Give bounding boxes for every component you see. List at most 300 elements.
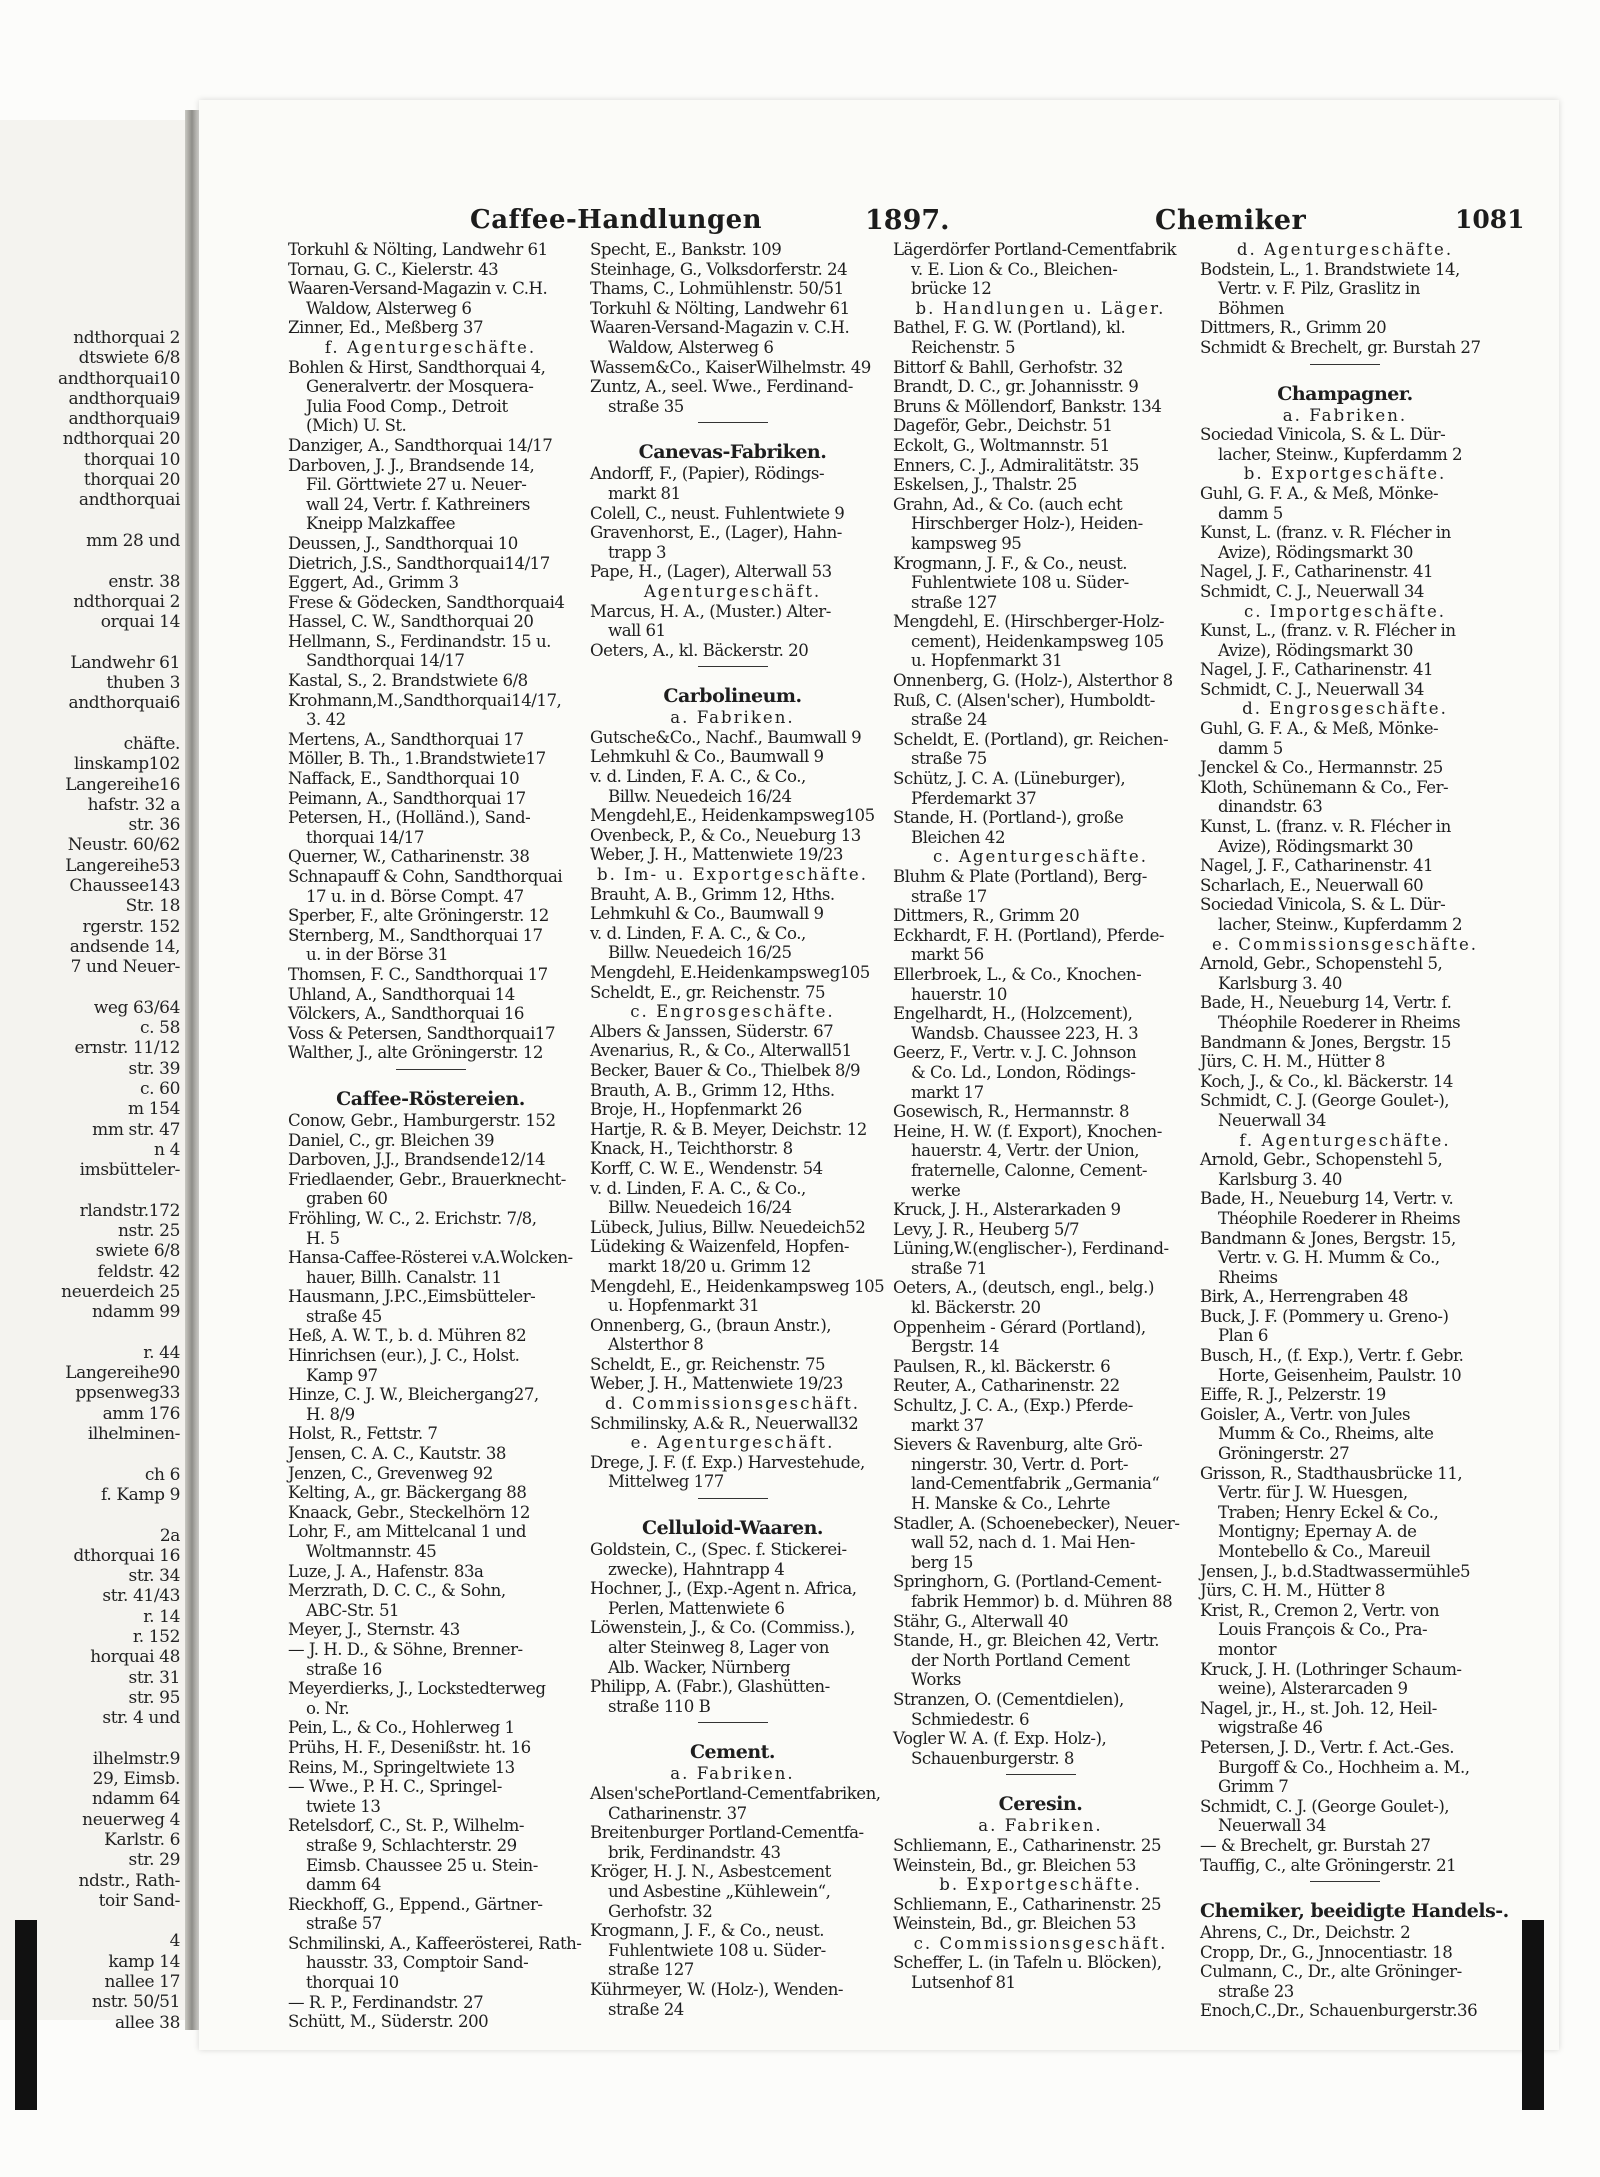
directory-entry: Tauffig, C., alte Gröningerstr. 21 [1200,1855,1457,1875]
left-fragment-line: Langereihe53 [65,855,180,876]
directory-entry: Engelhardt, H., (Holzcement), [893,1004,1133,1024]
section-divider [590,666,875,678]
left-fragment-line: m 154 [128,1099,180,1120]
subsection-heading: c. Importgeschäfte. [1243,601,1447,621]
directory-entry: Torkuhl & Nölting, Landwehr 61 [590,298,850,318]
left-fragment-line [0,1180,180,1200]
directory-entry: Steinhage, G., Volksdorferstr. 24 [590,259,848,279]
directory-entry: Grisson, R., Stadthausbrücke 11, [1200,1463,1463,1483]
left-fragment-line: amm 176 [102,1403,180,1424]
directory-entry: Onnenberg, G., (braun Anstr.), [590,1315,832,1335]
left-fragment-line: ilhelminen- [87,1424,180,1445]
directory-entry: Lägerdörfer Portland-Cementfabrik [893,240,1177,259]
directory-entry: markt 81 [608,483,681,503]
directory-entry: Heine, H. W. (f. Export), Knochen- [893,1121,1162,1141]
directory-entry: Broje, H., Hopfenmarkt 26 [590,1100,802,1120]
left-fragment-line: 2a [159,1525,180,1546]
directory-entry: Bluhm & Plate (Portland), Berg- [893,867,1147,886]
directory-entry: Théophile Roederer in Rheims [1218,1012,1461,1032]
directory-entry: Generalvertr. der Mosquera- [306,377,534,397]
directory-entry: straße 17 [911,886,987,906]
directory-entry: Bleichen 42 [911,827,1006,847]
directory-entry: Eskelsen, J., Thalstr. 25 [893,475,1077,495]
subsection-heading: e. Commissionsgeschäfte. [1211,934,1479,954]
directory-entry: Stande, H. (Portland-), große [893,808,1124,828]
directory-entry: graben 60 [306,1189,388,1209]
left-fragment-line: orquai 14 [100,612,180,633]
subsection-heading: b. Exportgeschäfte. [939,1875,1142,1895]
directory-entry: Scheffer, L. (in Tafeln u. Blöcken), [893,1953,1162,1973]
directory-entry: montor [1218,1639,1277,1659]
directory-entry: Uhland, A., Sandthorquai 14 [288,984,515,1004]
directory-entry: lacher, Steinw., Kupferdamm 2 [1218,444,1463,464]
directory-entry: Knaack, Gebr., Steckelhörn 12 [288,1502,530,1522]
directory-entry: Ovenbeck, P., & Co., Neueburg 13 [590,825,861,845]
directory-entry: Löwenstein, J., & Co. (Commiss.), [590,1618,855,1638]
directory-entry: Drege, J. F. (f. Exp.) Harvestehude, [590,1452,865,1472]
directory-entry: Schmidt, C. J., Neuerwall 34 [1200,581,1424,601]
directory-entry: Catharinenstr. 37 [608,1803,747,1823]
directory-entry: Mittelweg 177 [608,1472,724,1492]
directory-entry: straße 57 [306,1914,382,1934]
directory-entry: Bruns & Möllendorf, Bankstr. 134 [893,396,1162,416]
directory-entry: Lohr, F., am Mittelcanal 1 und [288,1522,526,1542]
directory-entry: Dittmers, R., Grimm 20 [1200,318,1387,338]
directory-entry: Weinstein, Bd., gr. Bleichen 53 [893,1914,1136,1934]
directory-entry: 17 u. in d. Börse Compt. 47 [306,886,524,906]
directory-entry: Albers & Janssen, Süderstr. 67 [590,1021,834,1041]
directory-entry: v. d. Linden, F. A. C., & Co., [590,767,806,787]
directory-entry: Weber, J. H., Mattenwiete 19/23 [590,845,843,865]
subsection-heading: a. Fabriken. [1282,405,1408,425]
directory-entry: Schmidt, C. J. (George Goulet-), [1200,1091,1450,1111]
directory-entry: straße 9, Schlachterstr. 29 [306,1835,517,1855]
directory-entry: Mumm & Co., Rheims, alte [1218,1424,1434,1444]
left-fragment-line: ndamm 99 [91,1302,180,1323]
directory-entry: Thams, C., Lohmühlenstr. 50/51 [590,279,844,299]
directory-entry: Bade, H., Neueburg 14, Vertr. v. [1200,1189,1454,1209]
left-fragment-line: thorquai 20 [83,470,180,491]
left-fragment-line: neuerdeich 25 [61,1281,180,1302]
directory-entry: Hartje, R. & B. Meyer, Deichstr. 12 [590,1119,867,1139]
section-heading: Chemiker, beeidigte Handels-. [1200,1900,1509,1923]
directory-entry: Théophile Roederer in Rheims [1218,1208,1461,1228]
directory-entry: Colell, C., neust. Fuhlentwiete 9 [590,503,845,523]
directory-entry: Bergstr. 14 [911,1337,1000,1357]
directory-entry: Luze, J. A., Hafenstr. 83a [288,1561,484,1581]
directory-entry: Nagel, J. F., Catharinenstr. 41 [1200,856,1434,876]
directory-entry: straße 127 [608,1960,694,1980]
left-fragment-line: thuben 3 [106,673,180,694]
directory-entry: Schmilinsky, A.& R., Neuerwall32 [590,1413,859,1433]
directory-entry: Buck, J. F. (Pommery u. Greno-) [1200,1306,1449,1326]
left-fragment-line: 4 [169,1931,180,1952]
directory-entry: v. d. Linden, F. A. C., & Co., [590,923,806,943]
directory-entry: Goisler, A., Vertr. von Jules [1200,1404,1411,1424]
directory-entry: Enners, C. J., Admiralitätstr. 35 [893,455,1139,475]
directory-entry: hauerstr. 4, Vertr. der Union, [911,1141,1140,1161]
subsection-heading: f. Agenturgeschäfte. [324,337,537,357]
directory-entry: Knack, H., Teichthorstr. 8 [590,1139,793,1159]
directory-entry: Neuerwall 34 [1218,1110,1326,1130]
directory-entry: Voss & Petersen, Sandthorquai17 [288,1023,556,1043]
left-fragment-line: ndthorquai 2 [73,328,180,348]
left-fragment-line: c. 60 [140,1078,180,1099]
directory-entry: Krogmann, J. F., & Co., neust. [893,553,1128,573]
directory-entry: Kunst, L. (franz. v. R. Flécher in [1200,523,1451,543]
left-fragment-line: rgerstr. 152 [82,916,180,937]
left-fragment-line: str. 31 [128,1667,180,1688]
left-fragment-line: chäfte. [123,733,180,754]
directory-entry: Hassel, C. W., Sandthorquai 20 [288,612,534,632]
directory-entry: & Co. Ld., London, Rödings- [911,1062,1136,1082]
directory-entry: fraternelle, Calonne, Cement- [911,1160,1148,1180]
directory-entry: Vogler W. A. (f. Exp. Holz-), [893,1729,1107,1749]
directory-entry: Oeters, A., kl. Bäckerstr. 20 [590,640,809,660]
left-fragment-line: thorquai 10 [83,449,180,470]
left-fragment-line [0,714,180,734]
directory-entry: Kruck, J. H. (Lothringer Schaum- [1200,1659,1462,1679]
directory-entry: Wassem&Co., KaiserWilhelmstr. 49 [590,357,871,377]
left-fragment-line: ndthorquai 2 [73,591,180,612]
subsection-heading: a. Fabriken. [978,1816,1103,1836]
left-fragment-line: toir Sand- [98,1890,180,1911]
left-fragment-line: n 4 [154,1139,180,1160]
directory-entry: Merzrath, D. C. C., & Sohn, [288,1581,506,1601]
directory-entry: Bade, H., Neueburg 14, Vertr. f. [1200,993,1452,1013]
left-fragment-line: Str. 18 [125,896,180,917]
directory-entry: Kunst, L. (franz. v. R. Flécher in [1200,817,1451,837]
directory-entry: thorquai 10 [306,1973,399,1993]
directory-entry: Avize), Rödingsmarkt 30 [1218,542,1413,562]
left-fragment-line: ppsenweg33 [75,1383,180,1404]
directory-entry: Frese & Gödecken, Sandthorquai4 [288,592,565,612]
directory-entry: Marcus, H. A., (Muster.) Alter- [590,601,831,621]
subsection-heading: a. Fabriken. [670,708,795,728]
directory-entry: straße 45 [306,1306,382,1326]
left-fragment-line: nstr. 25 [117,1221,180,1242]
left-fragment-line: c. 58 [140,1018,180,1039]
directory-entry: Schliemann, E., Catharinenstr. 25 [893,1894,1161,1914]
directory-entry: Tornau, G. C., Kielerstr. 43 [288,259,499,279]
directory-entry: Paulsen, R., kl. Bäckerstr. 6 [893,1356,1111,1376]
section-divider [590,1722,875,1734]
left-page-fragments [0,328,180,2033]
subsection-heading: a. Fabriken. [670,1764,795,1784]
left-fragment-line: str. 4 und [102,1708,180,1729]
directory-entry: Petersen, J. D., Vertr. f. Act.-Ges. [1200,1737,1455,1757]
directory-entry: Cropp, Dr., G., Jnnocentiastr. 18 [1200,1942,1453,1962]
directory-entry: straße 16 [306,1659,382,1679]
left-fragment-line [0,551,180,571]
directory-entry: Scharlach, E., Neuerwall 60 [1200,875,1424,895]
header-year: 1897. [865,205,950,236]
left-fragment-line: ilhelmstr.9 [92,1748,180,1769]
directory-entry: Hirschberger Holz-), Heiden- [911,514,1143,534]
directory-entry: twiete 13 [306,1796,381,1816]
directory-entry: Bittorf & Bahll, Gerhofstr. 32 [893,357,1123,377]
header-section-right: Chemiker [1155,205,1307,236]
directory-entry: wall 61 [608,621,666,641]
directory-entry: hauer, Billh. Canalstr. 11 [306,1267,502,1287]
directory-entry: Schütt, M., Süderstr. 200 [288,2012,489,2032]
directory-entry: Gerhofstr. 32 [608,1901,713,1921]
directory-entry: Schmiedestr. 6 [911,1709,1030,1729]
directory-entry: Pferdemarkt 37 [911,788,1037,808]
left-fragment-line: neuerweg 4 [82,1809,180,1830]
left-fragment-line: str. 41/43 [102,1586,180,1607]
directory-entry: Kührmeyer, W. (Holz-), Wenden- [590,1979,844,1999]
directory-entry: Arnold, Gebr., Schopenstehl 5, [1200,1150,1443,1170]
directory-entry: Querner, W., Catharinenstr. 38 [288,847,530,867]
directory-entry: Philipp, A. (Fabr.), Glashütten- [590,1677,830,1697]
directory-entry: brücke 12 [911,279,992,299]
subsection-heading: b. Im- u. Exportgeschäfte. [596,865,868,885]
directory-entry: Goldstein, C., (Spec. f. Stickerei- [590,1540,847,1560]
left-fragment-line: f. Kamp 9 [101,1484,180,1505]
directory-entry: Wandsb. Chaussee 223, H. 3 [911,1023,1139,1043]
directory-entry: straße 110 B [608,1696,711,1716]
column-3 [893,240,1188,1993]
left-fragment-line: Karlstr. 6 [104,1829,180,1850]
directory-entry: hauerstr. 10 [911,984,1007,1004]
directory-entry: Horte, Geisenheim, Paulstr. 10 [1218,1365,1462,1385]
directory-entry: Korff, C. W. E., Wendenstr. 54 [590,1158,823,1178]
directory-entry: Grahn, Ad., & Co. (auch echt [893,494,1123,514]
directory-entry: markt 17 [911,1082,984,1102]
directory-entry: Darboven, J. J., Brandsende 14, [288,455,535,475]
directory-entry: straße 24 [608,1999,684,2019]
directory-entry: Waldow, Alsterweg 6 [306,298,472,318]
directory-entry: Busch, H., (f. Exp.), Vertr. f. Gebr. [1200,1346,1464,1366]
directory-entry: Bodstein, L., 1. Brandstwiete 14, [1200,259,1460,279]
section-heading: Carbolineum. [663,685,802,708]
left-fragment-line: ndthorquai 20 [62,429,180,450]
directory-entry: Sternberg, M., Sandthorquai 17 [288,925,543,945]
directory-entry: straße 71 [911,1258,987,1278]
directory-entry: Brauht, A. B., Grimm 12, Hths. [590,884,835,904]
directory-entry: Gutsche&Co., Nachf., Baumwall 9 [590,727,862,747]
directory-entry: Brandt, D. C., gr. Johannisstr. 9 [893,377,1139,397]
directory-entry: Scheldt, E., gr. Reichenstr. 75 [590,982,826,1002]
directory-entry: Bohlen & Hirst, Sandthorquai 4, [288,357,546,377]
directory-entry: Weinstein, Bd., gr. Bleichen 53 [893,1855,1136,1875]
directory-entry: Hausmann, J.P.C.,Eimsbütteler- [288,1287,536,1307]
directory-entry: Fuhlentwiete 108 u. Süder- [911,573,1129,593]
directory-entry: H. Manske & Co., Lehrte [911,1494,1110,1513]
directory-entry: Hellmann, S., Ferdinandstr. 15 u. [288,631,551,651]
directory-entry: werke [911,1180,961,1200]
directory-entry: Weber, J. H., Mattenwiete 19/23 [590,1374,843,1394]
directory-entry: Schmidt, C. J. (George Goulet-), [1200,1796,1450,1816]
directory-entry: Fröhling, W. C., 2. Erichstr. 7/8, [288,1208,537,1228]
subsection-heading: b. Handlungen u. Läger. [915,298,1166,318]
directory-entry: Friedlaender, Gebr., Brauerknecht- [288,1169,566,1189]
left-fragment-line: andthorquai9 [68,388,180,409]
directory-entry: ABC-Str. 51 [306,1600,400,1620]
left-fragment-line [0,978,180,998]
directory-entry: Ellerbroek, L., & Co., Knochen- [893,964,1142,984]
left-fragment-line: mm 28 und [86,530,180,551]
directory-entry: Sociedad Vinicola, S. & L. Dür- [1200,895,1446,915]
directory-entry: Jenckel & Co., Hermannstr. 25 [1200,758,1443,778]
left-fragment-line: feldstr. 42 [97,1261,180,1282]
directory-entry: Ruß, C. (Alsen'scher), Humboldt- [893,690,1155,710]
directory-entry: Fuhlentwiete 108 u. Süder- [608,1940,826,1960]
section-divider [288,1069,573,1081]
directory-entry: Bandmann & Jones, Bergstr. 15 [1200,1032,1451,1052]
book-gutter [185,110,199,2030]
section-divider [893,1774,1188,1786]
directory-entry: berg 15 [911,1552,973,1572]
left-fragment-line: r. 44 [143,1342,180,1363]
directory-entry: v. d. Linden, F. A. C., & Co., [590,1178,806,1198]
directory-entry: damm 5 [1218,503,1283,523]
directory-entry: Stande, H., gr. Bleichen 42, Vertr. [893,1631,1160,1651]
directory-entry: Reichenstr. 5 [911,337,1016,357]
directory-entry: — J. H. D., & Söhne, Brenner- [288,1639,523,1659]
directory-entry: Bandmann & Jones, Bergstr. 15, [1200,1228,1456,1248]
directory-entry: und Asbestine „Kühlewein“, [608,1881,831,1901]
directory-entry: Louis François & Co., Pra- [1218,1620,1428,1640]
directory-entry: Dittmers, R., Grimm 20 [893,906,1080,926]
directory-entry: Heß, A. W. T., b. d. Mühren 82 [288,1326,527,1346]
left-fragment-line: allee 38 [115,2012,180,2033]
directory-entry: markt 56 [911,945,984,965]
directory-entry: Prühs, H. F., Desenißstr. ht. 16 [288,1737,531,1757]
left-fragment-line [0,511,180,531]
directory-entry: Hansa-Caffee-Rösterei v.A.Wolcken- [288,1248,573,1268]
directory-entry: Lüning,W.(englischer-), Ferdinand- [893,1239,1169,1259]
section-divider [590,1498,875,1510]
directory-entry: Billw. Neuedeich 16/25 [608,943,792,963]
directory-entry: Krogmann, J. F., & Co., neust. [590,1921,825,1941]
directory-entry: Birk, A., Herrengraben 48 [1200,1287,1408,1307]
directory-entry: straße 24 [911,710,987,730]
directory-entry: dinandstr. 63 [1218,797,1323,817]
directory-entry: trapp 3 [608,542,667,562]
directory-entry: Billw. Neuedeich 16/24 [608,786,792,806]
directory-entry: Conow, Gebr., Hamburgerstr. 152 [288,1110,556,1130]
directory-entry: Peimann, A., Sandthorquai 17 [288,788,526,808]
left-fragment-line: nstr. 50/51 [91,1992,180,2013]
subsection-heading: f. Agenturgeschäfte. [1239,1130,1451,1150]
directory-entry: kampsweg 95 [911,533,1022,553]
directory-entry: Daniel, C., gr. Bleichen 39 [288,1130,495,1150]
header-section-left: Caffee-Handlungen [470,205,763,235]
directory-entry: u. Hopfenmarkt 31 [911,651,1063,671]
directory-entry: Gosewisch, R., Hermannstr. 8 [893,1102,1130,1122]
directory-entry: (Mich) U. St. [306,416,407,436]
directory-entry: Holst, R., Fettstr. 7 [288,1424,438,1444]
directory-entry: Schnapauff & Cohn, Sandthorquai [288,867,563,886]
directory-entry: Krist, R., Cremon 2, Vertr. von [1200,1600,1440,1620]
directory-entry: Kröger, H. J. N., Asbestcement [590,1862,831,1882]
left-fragment-line: linskamp102 [73,754,180,775]
directory-entry: Zuntz, A., seel. Wwe., Ferdinand- [590,377,853,397]
directory-entry: hausstr. 33, Comptoir Sand- [306,1953,529,1973]
directory-entry: Hinrichsen (eur.), J. C., Holst. [288,1346,520,1366]
directory-entry: Enoch,C.,Dr., Schauenburgerstr.36 [1200,2001,1478,2021]
directory-entry: Kunst, L., (franz. v. R. Flécher in [1200,621,1456,641]
directory-entry: Nagel, jr., H., st. Joh. 12, Heil- [1200,1698,1437,1718]
left-fragment-line: str. 36 [128,815,180,836]
left-fragment-line: nallee 17 [104,1972,180,1993]
directory-entry: Grimm 7 [1218,1777,1289,1797]
left-fragment-line: mm str. 47 [92,1119,180,1140]
directory-entry: Sandthorquai 14/17 [306,651,465,671]
directory-entry: Darboven, J.J., Brandsende12/14 [288,1150,546,1170]
subsection-heading: d. Commissionsgeschäft. [604,1394,861,1414]
directory-entry: Kelting, A., gr. Bäckergang 88 [288,1483,527,1503]
left-fragment-line: ernstr. 11/12 [74,1038,180,1059]
directory-entry: Montebello & Co., Mareuil [1218,1542,1431,1561]
directory-entry: Vertr. v. F. Pilz, Graslitz in [1218,279,1420,299]
left-fragment-line: kamp 14 [108,1951,180,1972]
directory-entry: damm 64 [306,1875,381,1895]
left-fragment-line: dthorquai 16 [73,1545,180,1566]
directory-entry: Culmann, C., Dr., alte Gröninger- [1200,1962,1462,1982]
directory-entry: wigstraße 46 [1218,1718,1323,1738]
directory-entry: Schliemann, E., Catharinenstr. 25 [893,1835,1161,1855]
directory-entry: Walther, J., alte Gröningerstr. 12 [288,1043,543,1063]
section-heading: Cement. [689,1741,776,1764]
directory-entry: weine), Alsterarcaden 9 [1218,1679,1408,1699]
left-fragment-line: andthorquai10 [58,368,180,389]
section-divider [1200,1881,1490,1893]
directory-entry: Schmilinski, A., Kaffeerösterei, Rath- [288,1933,582,1953]
left-fragment-line: andthorquai [78,490,180,511]
directory-entry: Avize), Rödingsmarkt 30 [1218,836,1413,856]
left-fragment-line: rlandstr.172 [79,1200,180,1221]
directory-entry: Specht, E., Bankstr. 109 [590,240,782,259]
directory-entry: Mengdehl, E.Heidenkampsweg105 [590,963,870,982]
left-fragment-line: str. 39 [128,1058,180,1079]
left-fragment-line: dtswiete 6/8 [78,348,180,369]
directory-entry: kl. Bäckerstr. 20 [911,1298,1041,1318]
section-heading: Canevas-Fabriken. [638,441,827,464]
directory-entry: Guhl, G. F. A., & Meß, Mönke- [1200,483,1439,503]
left-fragment-line: imsbütteler- [79,1160,180,1181]
directory-entry: damm 5 [1218,738,1283,758]
directory-entry: Waaren-Versand-Magazin v. C.H. [590,318,850,338]
directory-entry: Arnold, Gebr., Schopenstehl 5, [1200,954,1443,974]
subsection-heading: c. Agenturgeschäfte. [933,847,1148,867]
directory-entry: Reuter, A., Catharinenstr. 22 [893,1376,1120,1396]
directory-entry: straße 75 [911,749,987,769]
directory-entry: Kamp 97 [306,1365,378,1385]
directory-entry: Eimsb. Chaussee 25 u. Stein- [306,1855,538,1875]
binder-clip-right [1522,1920,1544,2110]
directory-entry: lacher, Steinw., Kupferdamm 2 [1218,915,1463,934]
directory-entry: Eckolt, G., Woltmannstr. 51 [893,435,1110,455]
directory-entry: markt 18/20 u. Grimm 12 [608,1256,811,1276]
directory-entry: Dietrich, J.S., Sandthorquai14/17 [288,553,550,573]
left-fragment-line [0,1444,180,1464]
left-fragment-line [0,632,180,652]
directory-entry: Meyerdierks, J., Lockstedterweg [288,1679,546,1699]
directory-entry: Eckhardt, F. H. (Portland), Pferde- [893,925,1165,945]
directory-entry: Julia Food Comp., Detroit [306,396,508,416]
directory-entry: Mengdehl, E., Heidenkampsweg 105 [590,1276,885,1296]
directory-entry: Gravenhorst, E., (Lager), Hahn- [590,523,842,543]
directory-entry: Andorff, F., (Papier), Rödings- [590,464,825,484]
directory-entry: Guhl, G. F. A., & Meß, Mönke- [1200,719,1439,739]
left-page-edge [0,120,185,2033]
directory-entry: Zinner, Ed., Meßberg 37 [288,318,484,338]
directory-entry: Onnenberg, G. (Holz-), Alsterthor 8 [893,671,1173,691]
directory-entry: Works [911,1670,961,1690]
